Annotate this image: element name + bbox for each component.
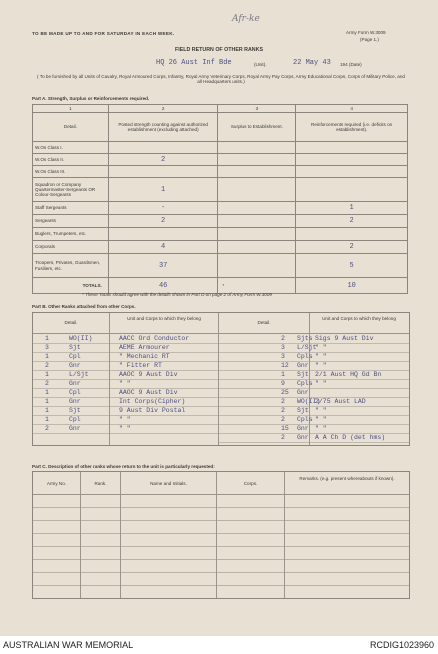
attached-rank: WO(II) [69, 335, 93, 342]
reinf-value [296, 178, 408, 202]
totals-label: TOTALS. [33, 278, 109, 294]
reinf-value [296, 154, 408, 166]
row-detail: Staff Sergeants [33, 202, 109, 215]
attached-unit: " " [315, 362, 327, 369]
table-row [33, 254, 408, 278]
part-c-table [32, 471, 410, 599]
col-number: 3 [218, 105, 296, 113]
attached-count: 2 [45, 425, 49, 432]
part-b-heading: Part B. Other Ranks attached from other Corps. [32, 304, 136, 309]
instructions: ( To be furnished by all Units of Cavalry, Royal Armoured Corps, Infantry, Royal Army Veterinary Corps, Royal Army Pay Corps, Army Educational Corps, Corps of Military Police, and all Headquarters units.) [37, 74, 405, 85]
surplus-value [218, 142, 296, 154]
attached-unit: " Mechanic RT [119, 353, 170, 360]
row-detail: Buglers, Trumpeters, etc. [33, 228, 109, 241]
attached-count: 1 [45, 416, 49, 423]
part-c-heading: Part C. Description of other ranks whose return to the unit is particularly requested: [32, 464, 215, 469]
attached-rank: Gnr [69, 380, 81, 387]
col-header: Remarks. (e.g. present whereabouts if known). [299, 476, 395, 481]
attached-rank: Cpl [69, 353, 81, 360]
attached-count: 3 [281, 353, 285, 360]
row-detail: Troopers, Privates, Guardsmen, Fusiliers, etc. [33, 254, 109, 278]
reinf-value: 2 [296, 241, 408, 254]
reinf-value: 5 [296, 254, 408, 278]
col-number: 4 [296, 105, 408, 113]
col-header: Detail. [257, 320, 271, 325]
blank-row-rule [33, 585, 409, 586]
attached-rank: L/Sjt [297, 344, 317, 351]
attached-rank: Gnr [69, 425, 81, 432]
row-detail: Squadron or Company Quartermaster-Sergeants OR Colour-Sergeants [33, 178, 109, 202]
attached-unit: " " [315, 425, 327, 432]
attached-rank: Gnr [69, 398, 81, 405]
surplus-value [218, 241, 296, 254]
surplus-value [218, 166, 296, 178]
row-rule [219, 424, 409, 425]
posted-value: 4 [108, 241, 218, 254]
attached-count: 1 [45, 389, 49, 396]
form-title: FIELD RETURN OF OTHER RANKS [175, 47, 263, 53]
row-rule [33, 433, 219, 434]
surplus-value [218, 228, 296, 241]
reinf-value [296, 142, 408, 154]
col-number: 2 [108, 105, 218, 113]
attached-rank: Gnr [297, 425, 309, 432]
attached-rank: Sjt [297, 371, 309, 378]
table-row [33, 241, 408, 254]
reinf-value [296, 166, 408, 178]
row-rule [219, 415, 409, 416]
attached-count: 25 [281, 389, 289, 396]
table-row [33, 228, 408, 241]
attached-count: 1 [45, 407, 49, 414]
part-a-header-row [33, 113, 408, 142]
row-rule [219, 388, 409, 389]
blank-row-rule [33, 572, 409, 573]
attached-count: 12 [281, 362, 289, 369]
surplus-value [218, 202, 296, 215]
top-instruction: TO BE MADE UP TO AND FOR SATURDAY IN EACH WEEK. [32, 31, 175, 36]
attached-rank: Gnr [297, 362, 309, 369]
posted-value: 2 [108, 215, 218, 228]
attached-unit: AAOC 9 Aust Div [119, 389, 178, 396]
date-label: 194 (Date) [340, 62, 362, 67]
attached-unit: AAOC 9 Aust Div [119, 371, 178, 378]
footer-left: AUSTRALIAN WAR MEMORIAL [3, 640, 134, 650]
col-header: Detail. [33, 113, 109, 142]
attached-count: 2 [281, 398, 285, 405]
attached-unit: " " [315, 407, 327, 414]
attached-rank: Cpls [297, 380, 313, 387]
attached-unit: AACC Ord Conductor [119, 335, 190, 342]
footer-right: RCDIG1023960 [369, 640, 434, 650]
surplus-value [218, 215, 296, 228]
totals-posted: 46 [108, 278, 218, 294]
row-rule [219, 379, 409, 380]
attached-unit: 2/1 Aust HQ Gd Bn [315, 371, 382, 378]
row-detail: Corporals [33, 241, 109, 254]
attached-rank: Cpls [297, 353, 313, 360]
attached-count: 2 [281, 335, 285, 342]
row-rule [219, 406, 409, 407]
reinf-value [296, 228, 408, 241]
col-header: Reinforcements required (i.e. deficits on establishment). [296, 113, 408, 142]
col-header: Name and Initials. [150, 481, 187, 486]
date-value: 22 May 43 [293, 59, 331, 67]
attached-unit: " " [315, 416, 327, 423]
blank-row-rule [33, 559, 409, 560]
reinf-value: 1 [296, 202, 408, 215]
table-row [33, 202, 408, 215]
col-header: Corps. [243, 481, 258, 486]
attached-count: 2 [281, 416, 285, 423]
attached-count: 2 [45, 380, 49, 387]
row-detail: W.Os Class I. [33, 142, 109, 154]
attached-unit: AEME Armourer [119, 344, 170, 351]
posted-value: 2 [108, 154, 218, 166]
attached-unit: " " [315, 353, 327, 360]
blank-row-rule [33, 520, 409, 521]
posted-value [108, 142, 218, 154]
attached-rank: WO(II) [297, 398, 321, 405]
totals-surplus: * [218, 278, 296, 294]
attached-unit: " Fitter RT [119, 362, 162, 369]
part-a-footnote: * These Totals should agree with the details shown in Part D on page 2 of Army Form W.3009 [82, 292, 272, 297]
row-detail: Sergeants [33, 215, 109, 228]
table-row [33, 215, 408, 228]
attached-rank: Gnr [297, 434, 309, 441]
posted-value: 37 [108, 254, 218, 278]
col-header: Rank. [94, 481, 107, 486]
page-ref: (Page 1.) [360, 37, 379, 42]
blank-row-rule [33, 546, 409, 547]
col-header: Surplus to Establishment. [218, 113, 296, 142]
unit-label: (Unit). [254, 62, 267, 67]
posted-value [108, 166, 218, 178]
attached-rank: L/Sjt [69, 371, 89, 378]
attached-unit: 9 Aust Div Postal [119, 407, 186, 414]
attached-rank: Gnr [297, 389, 309, 396]
attached-unit: Sigs 9 Aust Div [315, 335, 374, 342]
part-b-table [32, 312, 410, 446]
attached-rank: Sjt [297, 407, 309, 414]
surplus-value [218, 154, 296, 166]
attached-count: 3 [45, 344, 49, 351]
attached-unit: " " [119, 380, 131, 387]
attached-unit: A A Ch D (det hms) [315, 434, 386, 441]
attached-rank: Sjt [69, 344, 81, 351]
col-header: Unit and Corps to which they belong [322, 316, 396, 321]
attached-rank: Sjt [69, 407, 81, 414]
attached-unit: " " [315, 344, 327, 351]
blank-row-rule [33, 533, 409, 534]
attached-unit: 2/75 Aust LAD [315, 398, 366, 405]
attached-unit: Int Corps(Cipher) [119, 398, 186, 405]
posted-value: 1 [108, 178, 218, 202]
part-a-col-numbers [33, 105, 408, 113]
attached-count: 1 [281, 371, 285, 378]
row-detail: W.Os Class III. [33, 166, 109, 178]
attached-rank: Cpls [297, 416, 313, 423]
surplus-value [218, 178, 296, 202]
blank-row-rule [33, 507, 409, 508]
attached-count: 9 [281, 380, 285, 387]
attached-count: 3 [281, 344, 285, 351]
row-rule [219, 352, 409, 353]
attached-count: 1 [45, 371, 49, 378]
attached-unit: " " [315, 380, 327, 387]
row-detail: W.Os Class II. [33, 154, 109, 166]
attached-rank: Cpl [69, 389, 81, 396]
table-row [33, 154, 408, 166]
attached-rank: Sjts [297, 335, 313, 342]
part-a-heading: Part A. Strength, Surplus or Reinforcements required. [32, 96, 150, 101]
reinf-value: 2 [296, 215, 408, 228]
posted-value [108, 228, 218, 241]
attached-rank: Gnr [69, 362, 81, 369]
pencil-note: Afr-ke [232, 14, 260, 24]
table-row [33, 178, 408, 202]
col-header: Army No. [46, 481, 67, 486]
row-rule [219, 361, 409, 362]
attached-rank: Cpl [69, 416, 81, 423]
totals-reinf: 10 [296, 278, 408, 294]
posted-value: - [108, 202, 218, 215]
attached-count: 2 [281, 434, 285, 441]
col-number: 1 [33, 105, 109, 113]
attached-count: 1 [45, 353, 49, 360]
col-header: Posted strength counting against authorized establishment (excluding attached) [108, 113, 218, 142]
attached-count: 1 [45, 335, 49, 342]
attached-unit: " " [119, 425, 131, 432]
part-a-table [32, 104, 408, 294]
table-row [33, 142, 408, 154]
attached-unit: " " [119, 416, 131, 423]
archive-footer [0, 636, 438, 654]
attached-count: 2 [281, 407, 285, 414]
col-header: Detail. [64, 320, 78, 325]
table-row [33, 166, 408, 178]
unit-value: HQ 26 Aust Inf Bde [156, 59, 232, 67]
col-header: Unit and Corps to which they belong [127, 316, 201, 321]
attached-count: 2 [45, 362, 49, 369]
attached-count: 15 [281, 425, 289, 432]
attached-count: 1 [45, 398, 49, 405]
row-rule [219, 442, 409, 443]
form-ref: Army Form W.3009 [346, 30, 386, 35]
surplus-value [218, 254, 296, 278]
